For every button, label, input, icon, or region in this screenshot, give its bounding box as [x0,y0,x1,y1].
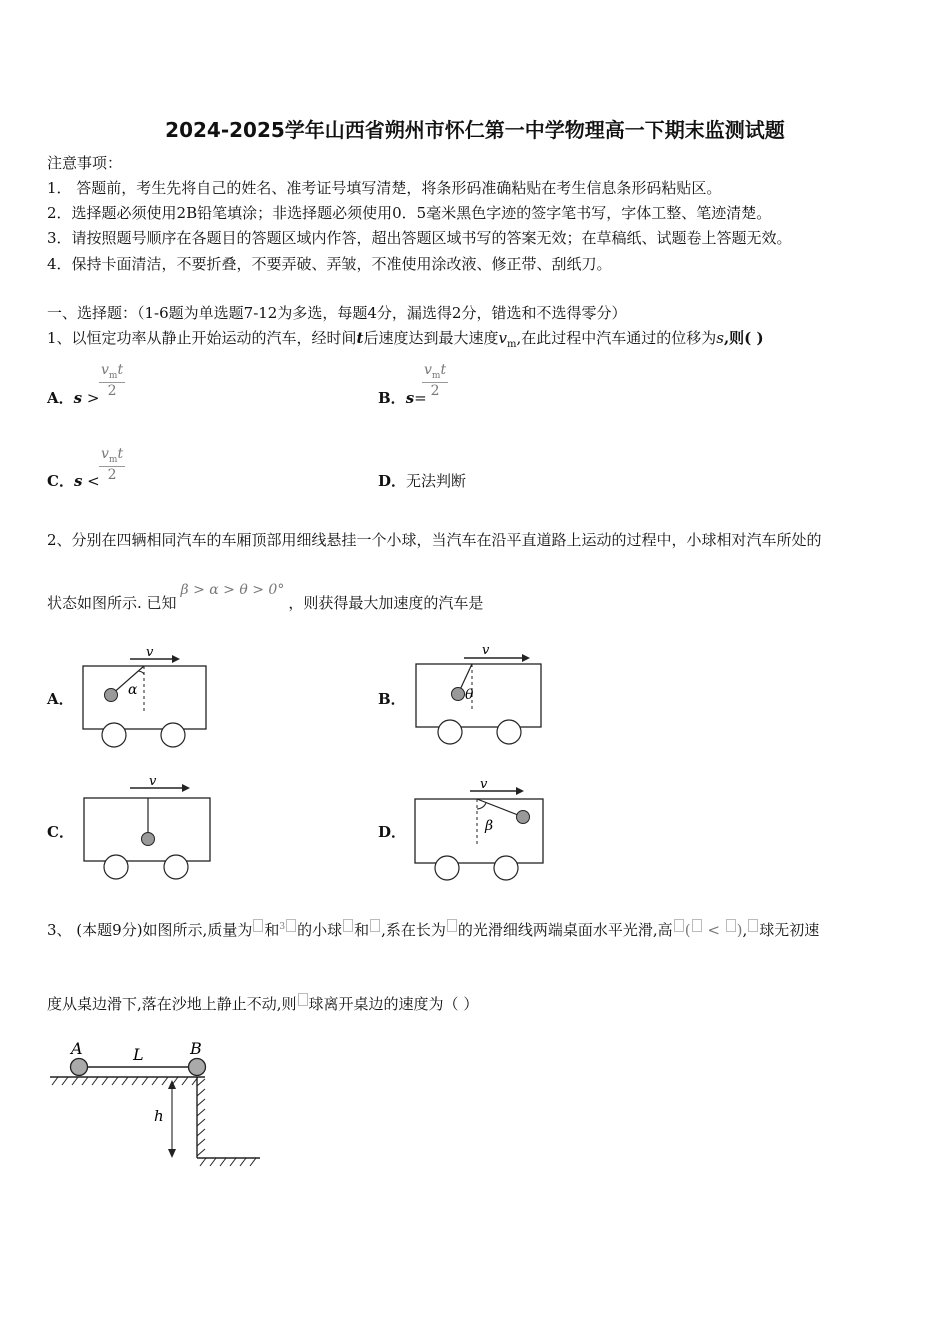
missing-glyph [253,919,263,932]
notice-item-1: 1． 答题前，考生先将自己的姓名、准考证号填写清楚，将条形码准确粘贴在考生信息条形码粘贴区。 [47,179,722,197]
table-hatch [52,1077,198,1085]
alpha-label: α [128,682,138,698]
notice-item-2: 2．选择题必须使用2B铅笔填涂；非选择题必须使用0．5毫米黑色字迹的签字笔书写，字体工整、笔迹清楚。 [47,204,772,222]
q2-figure-b [412,640,544,748]
wheel [164,855,188,879]
ball [105,689,118,702]
wheel [435,856,459,880]
q2-figure-a [80,644,210,748]
velocity-label: v [146,645,154,660]
page-title: 2024-2025学年山西省朔州市怀仁第一中学物理高一下期末监测试题 [165,118,785,142]
theta-label: θ [465,687,474,703]
missing-glyph [692,919,702,932]
section-heading: 一、选择题：（1-6题为单选题7-12为多选，每题4分，漏选得2分，错选和不选得零分） [47,304,627,322]
angle-arc [138,671,144,674]
q2-option-c-label[interactable]: C． [47,823,74,841]
q1-option-c[interactable]: C．s < [47,472,100,490]
car-body [84,798,210,861]
q2-option-d-label[interactable]: D． [378,823,407,841]
ball-b [189,1059,206,1076]
ball [452,688,465,701]
ball [517,811,530,824]
velocity-label: v [482,643,490,658]
missing-glyph [370,919,380,932]
velocity-label: v [149,774,157,789]
car-body [416,664,541,727]
label-h: h [154,1107,164,1125]
label-l: L [133,1045,144,1064]
height-arrowhead-down [168,1149,176,1158]
missing-glyph [298,993,308,1006]
q1-option-d[interactable]: D．无法判断 [378,472,467,490]
missing-glyph [447,919,457,932]
q2-figure-c [80,774,214,882]
wheel [497,720,521,744]
wheel [161,723,185,747]
velocity-arrowhead [522,654,530,662]
q2-stem-line1: 2、分别在四辆相同汽车的车厢顶部用细线悬挂一个小球，当汽车在沿平直道路上运动的过程中，小球相对汽车所处的 [47,531,822,549]
angle-arc [477,803,486,809]
notice-item-4: 4．保持卡面清洁，不要折叠，不要弄破、弄皱，不准使用涂改液、修正带、刮纸刀。 [47,255,612,273]
edge-hatch [197,1079,205,1156]
wheel [494,856,518,880]
velocity-arrowhead [182,784,190,792]
q3-figure [48,1036,263,1171]
notice-heading: 注意事项： [47,154,123,172]
q1-option-c-fraction: $v_mt$ 2 [101,446,124,483]
missing-glyph [343,919,353,932]
q1-option-b-fraction: $v_mt$ 2 [424,362,447,399]
q1-option-a[interactable]: A．s > [47,389,100,407]
velocity-label: v [480,778,488,792]
label-a: A [71,1039,83,1058]
string [477,799,523,817]
wheel [102,723,126,747]
q2-stem-line2: 状态如图所示. 已知β > α > θ > 0°，则获得最大加速度的汽车是 [47,582,484,612]
q3-stem-line2: 度从桌边滑下,落在沙地上静止不动,则 球离开桌边的速度为（ ） [47,995,479,1013]
wheel [438,720,462,744]
q1-stem: 1、以恒定功率从静止开始运动的汽车，经时间t后速度达到最大速度$v_m$,在此过程中汽车通过的位移为s,则( ) [47,329,764,350]
missing-glyph [286,919,296,932]
missing-glyph [748,919,758,932]
q1-option-b[interactable]: B．s= [378,389,427,407]
velocity-arrowhead [516,787,524,795]
q2-figure-d [412,778,546,884]
wheel [104,855,128,879]
q2-option-a-label[interactable]: A． [47,690,74,708]
notice-item-3: 3．请按照题号顺序在各题目的答题区域内作答，超出答题区域书写的答案无效；在草稿纸、试题卷上答题无效。 [47,229,792,247]
label-b: B [190,1039,202,1058]
q1-option-a-fraction: $v_mt$ 2 [101,362,124,399]
q3-stem-line1: 3、 (本题9分)如图所示,质量为 和$^3$ 的小球 和 ,系在长为 的光滑细线两端桌面水平光滑,高 ( < ), 球无初速 [47,921,820,939]
ball-a [71,1059,88,1076]
q2-option-b-label[interactable]: B． [378,690,406,708]
q2-relation: β > α > θ > 0° [180,582,285,598]
missing-glyph [726,919,736,932]
missing-glyph [674,919,684,932]
ground-hatch [200,1158,256,1166]
beta-label: β [485,818,494,834]
ball [142,833,155,846]
velocity-arrowhead [172,655,180,663]
